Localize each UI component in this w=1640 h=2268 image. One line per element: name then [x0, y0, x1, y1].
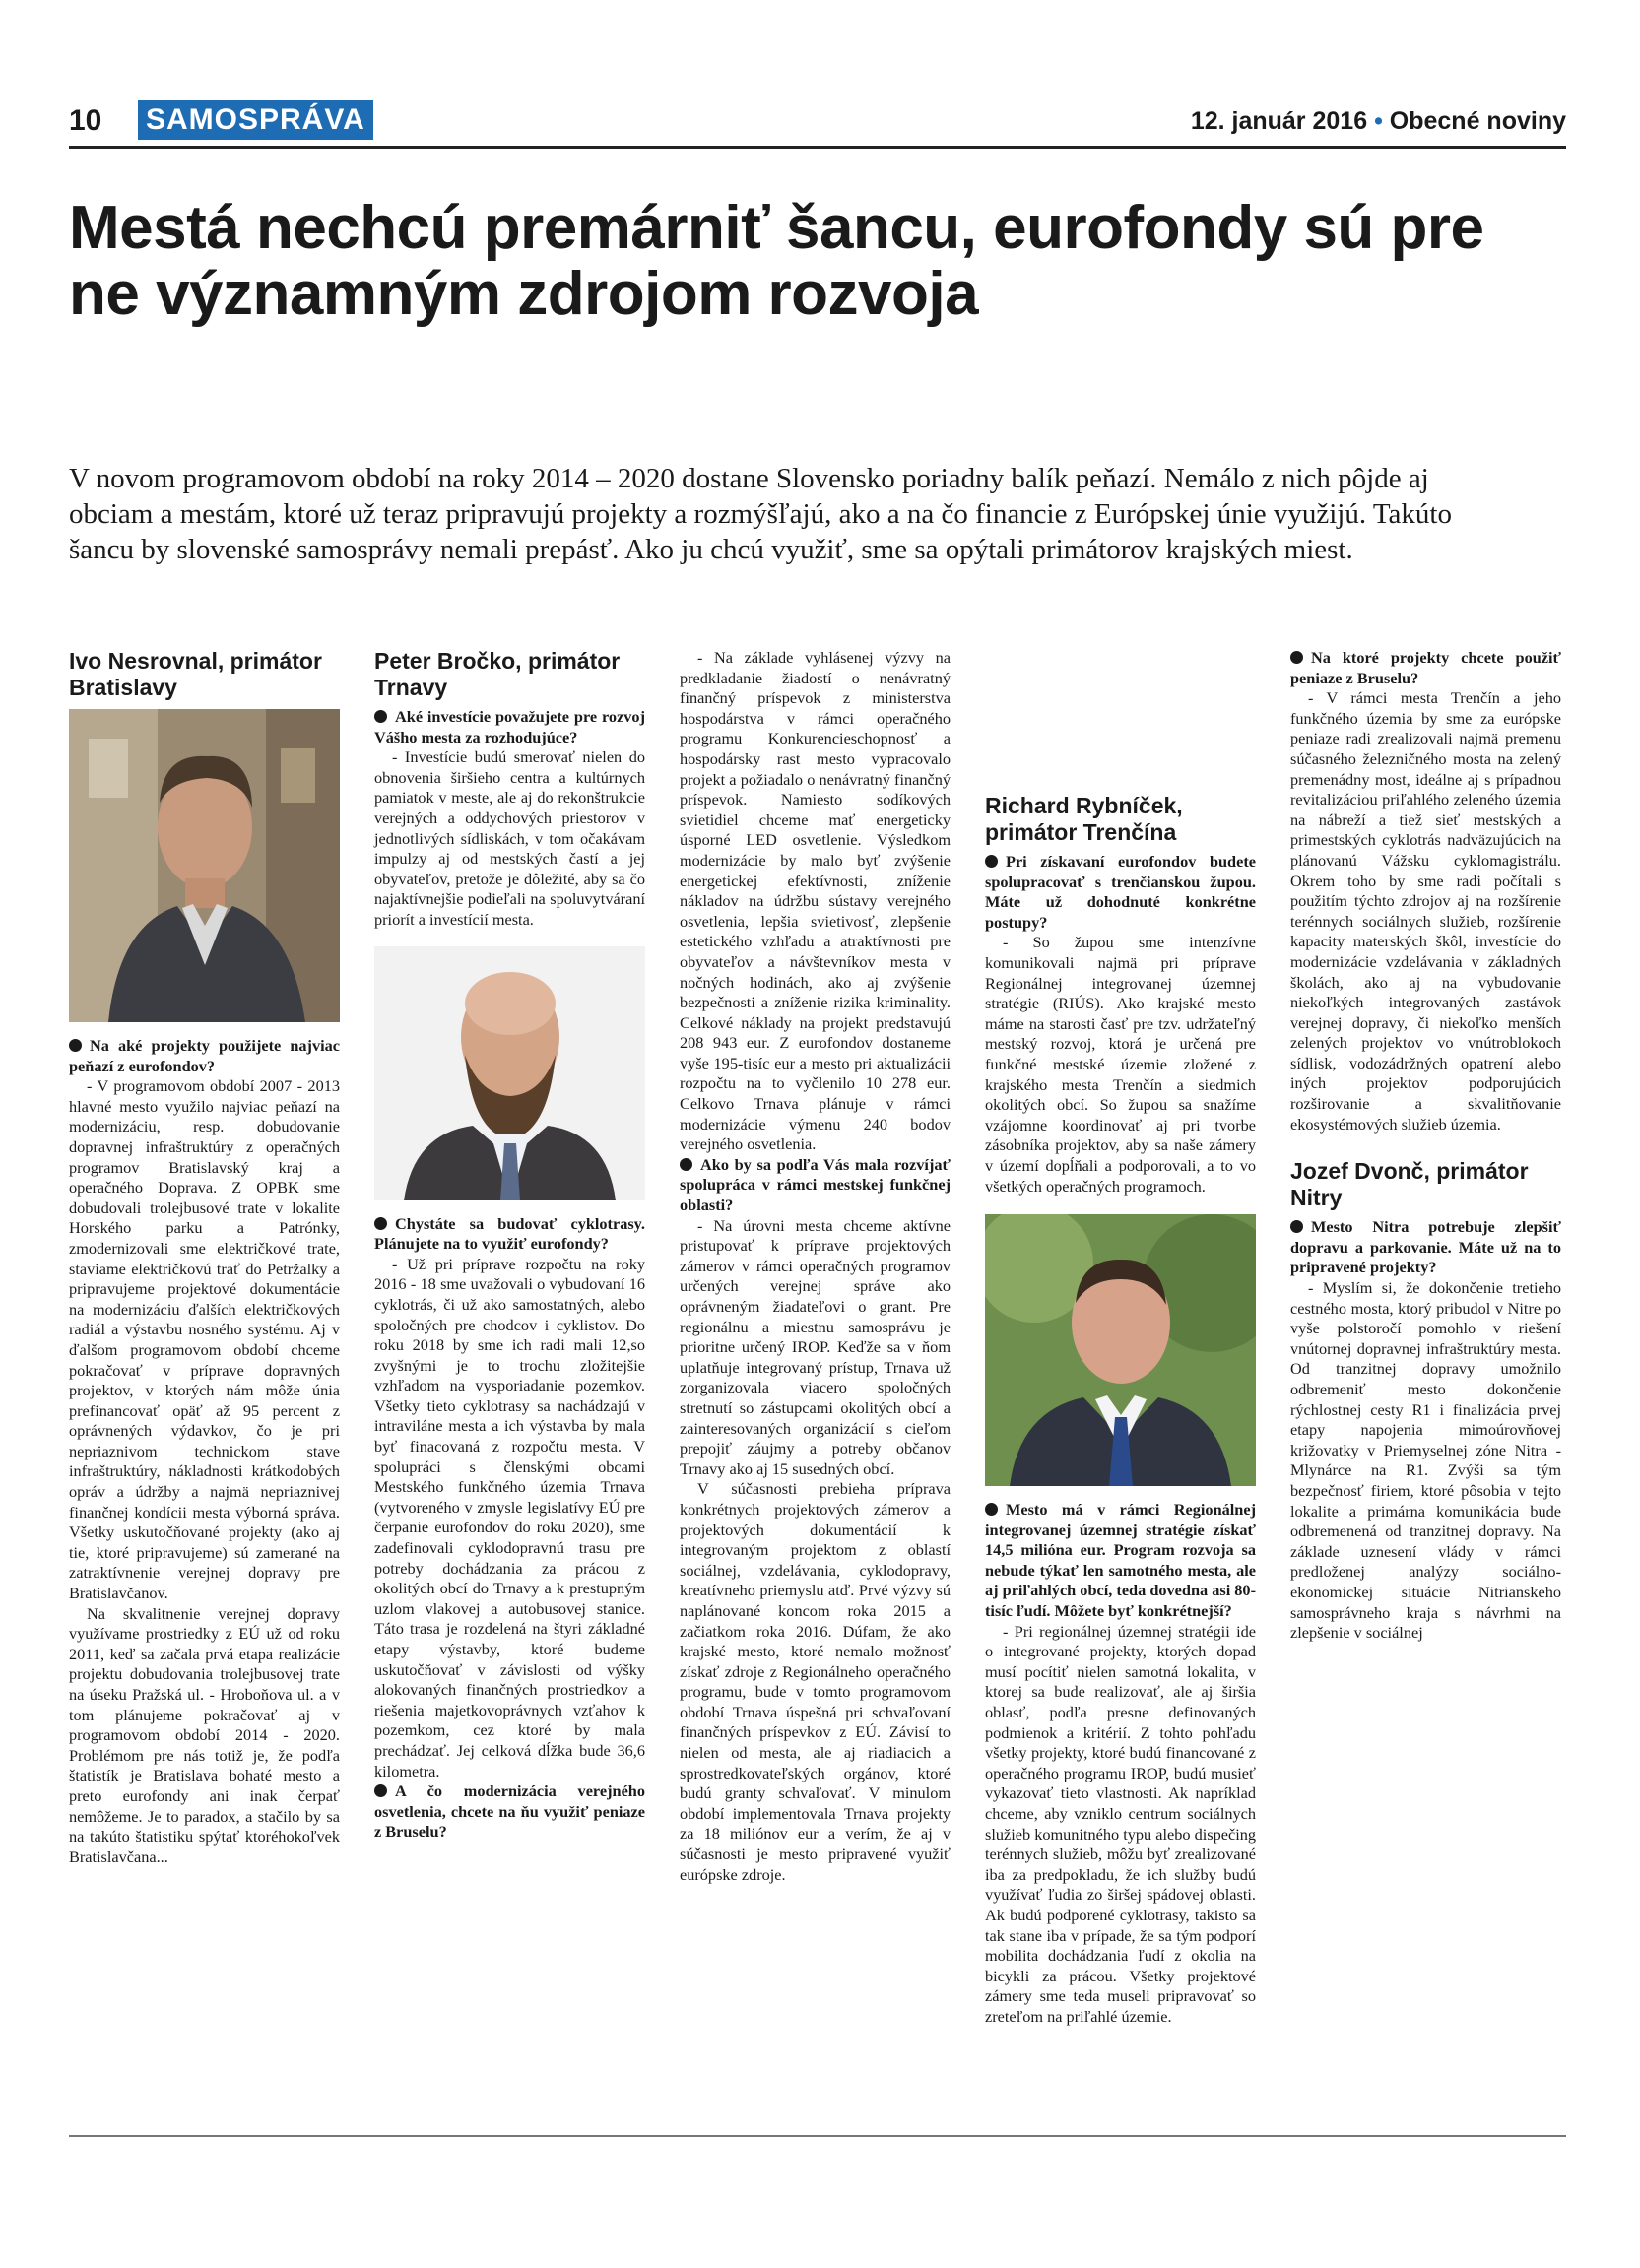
interviewee-name: Jozef Dvonč, primátor Nitry	[1290, 1158, 1529, 1211]
column-2	[374, 648, 645, 1843]
bullet-icon	[374, 710, 387, 723]
interviewee-name: Richard Rybníček, primátor Trenčína	[985, 793, 1183, 845]
answer: - Na úrovni mesta chceme aktívne pristupovať k príprave projektových zámerov v rámci operačných programov určených verejnej správe ako oprávneným žiadateľovi o grant. Pre regionálnu a miestnu samosprávu je prioritne určený IROP. Keďže sa v ňom uplatňuje integrovaný prístup, Trnava už zorganizovala viacero spoločných stretnutí so zástupcami okolitých obcí a zainteresovaných organizácií s cieľom prepojiť záujmy a potreby občanov Trnavy ako aj 15 susedných obcí.	[680, 1215, 951, 1478]
dateline	[1191, 107, 1566, 136]
bullet-icon	[985, 1503, 998, 1516]
page-number: 10	[69, 104, 102, 137]
column-1	[69, 648, 340, 1867]
answer: - V rámci mesta Trenčín a jeho funkčného územia by sme za európske peniaze radi zrealizovali najmä premenu súčasného železničného mosta na zelený premenádny most, ideálne aj s prípadnou revitalizáciou priľahlého zeleného územia na nábreží a tiež sieť mestských a primestských cyklotrás nadväzujúcich na plánovanú Vážsku cyklomagistrálu. Okrem toho by sme radi počítali s použitím týchto zdrojov aj na rozšírenie terénnych sociálnych služieb, rozšírenie kapacity materských škôl, investície do modernizácie vzdelávania v základných školách, ako aj na vybudovanie niekoľkých integrovaných zastávok verejnej dopravy, či niekoľko menších zelených projektov vo vnútroblokoch sídlisk, vodozádržných opatrení alebo iných projektov podporujúcich rozširovanie a skvalitňovanie ekosystémových služieb územia.	[1290, 688, 1561, 1134]
column-5	[1290, 648, 1561, 1644]
answer: - So župou sme intenzívne komunikovali najmä pri príprave Regionálnej integrovanej územnej stratégie (RIÚS). Ako krajské mesto máme na starosti časť pre tzv. udržateľný mestský rozvoj, ktorá je určená pre funkčné mestské územie zložené z krajského mesta Trenčín a siedmich okolitých obcí. So župou sa snažíme vzájomne koordinovať aj pri tvorbe zásobníka projektov, aby sa naše zámery v území dopĺňali a podporovali, a to vo všetkých operačných programoch.	[985, 933, 1256, 1196]
answer: - Na základe vyhlásenej výzvy na predkladanie žiadostí o nenávratný finančný príspevok z ministerstva hospodárstva v rámci operačného programu Konkurencieschopnosť a hospodársky rast mesto vypracovalo projekt a požiadalo o nenávratný finančný príspevok. Namiesto sodíkových svietidiel chceme mať energeticky úsporné LED osvetlenie. Výsledkom modernizácie by malo byť zvýšenie energetickej efektívnosti, zníženie nákladov na údržbu sústavy verejného osvetlenia, lepšia svietivosť, zlepšenie estetického vzhľadu a atraktívnosti pre obyvateľov a návštevníkov mesta v nočných hodinách, ako aj zvýšenie bezpečnosti a zníženie rizika kriminality. Celkové náklady na projekt predstavujú 208 943 eur. Z eurofondov dostaneme vyše 195-tisíc eur a mesto pri aktualizácii rozpočtu na to vyčlenilo 10 278 eur. Celkovo Trnava plánuje v rámci modernizácie výmenu 240 bodov verejného osvetlenia.	[680, 648, 951, 1154]
question: Mesto má v rámci Regionálnej integrovanej územnej stratégie získať 14,5 milióna eur. Program rozvoja sa nebude týkať len samotného mesta, ale aj priľahlých obcí, teda dovedna asi 80-tisíc ľudí. Môžete byť konkrétnejší?	[985, 1500, 1256, 1621]
question: Ako by sa podľa Vás mala rozvíjať spolupráca v rámci mestskej funkčnej oblasti?	[680, 1154, 951, 1215]
headline: Mestá nechcú premárniť šancu, eurofondy sú pre ne významným zdrojom rozvoja	[69, 194, 1484, 328]
page-header	[69, 102, 1566, 142]
section-label: SAMOSPRÁVA	[140, 102, 371, 138]
question: Aké investície považujete pre rozvoj Vášho mesta za rozhodujúce?	[374, 707, 645, 746]
bullet-icon	[374, 1217, 387, 1230]
footer-rule	[69, 2135, 1566, 2137]
answer: Na skvalitnenie verejnej dopravy využívame prostriedky z EÚ už od roku 2011, keď sa začala prvá etapa realizácie projektu dobudovania trolejbusovej trate na úseku Pražská ul. - Hroboňova ul. a v tom plánujeme pokračovať aj v programovom období 2014 - 2020. Problémom pre nás totiž je, že podľa štatistík je Bratislava bohaté mesto a preto eurofondy ani inak čerpať nemôžeme. Je to paradox, a stačilo by sa na takúto štatistiku spýtať ktoréhokoľvek Bratislavčana...	[69, 1603, 340, 1866]
photo-rybnicek	[985, 1214, 1256, 1486]
question: Mesto Nitra potrebuje zlepšiť dopravu a parkovanie. Máte už na to pripravené projekty?	[1290, 1217, 1561, 1277]
bullet-icon	[1290, 651, 1303, 664]
answer: - V programovom období 2007 - 2013 hlavné mesto využilo najviac peňazí na modernizáciu, resp. dobudovanie dopravnej infraštruktúry z operačných programov Bratislavský kraj a operačného Doprava. Z OPBK sme dobudovali trolejbusové trate v lokalite Horského parku a Patrónky, zmodernizovali sme električkové trate, staviame električkovú trať do Petržalky a pripravujeme projektové dokumentácie na modernizáciu ďalších električkových radiál a výstavbu nosného systému. Aj v ďalšom programovom období chceme pokračovať v príprave dopravných projektov, v ktorých nám môže únia prefinancovať opäť až 95 percent z oprávnených výdavkov, čo je pri nepriaznivom technickom stave infraštruktúry, nákladnosti krátkodobých opráv a údržby a najmä nepriaznivej finančnej kondícii mesta výborná správa. Všetky uskutočňované projekty (ako aj tie, ktoré pripravujeme) sú zamerané na zatraktívnenie verejnej dopravy pre Bratislavčanov.	[69, 1076, 340, 1603]
bullet-icon	[69, 1039, 82, 1052]
question: Pri získavaní eurofondov budete spolupracovať s trenčianskou župou. Máte už dohodnuté konkrétne postupy?	[985, 852, 1256, 932]
bullet-icon	[985, 855, 998, 868]
answer: - Pri regionálnej územnej stratégii ide o integrované projekty, ktorých dopad musí pocítiť nielen samotná lokalita, v ktorej sa bude realizovať, ale aj širšia oblasť, podľa presne definovaných podmienok a kritérií. Z tohto pohľadu všetky projekty, ktoré budú financované z operačného programu IROP, budú musieť vykazovať tieto vlastnosti. Ak napríklad chceme, aby vzniklo centrum sociálnych služieb komunitného typu alebo dispečing terénnych služieb, môžu byť zrealizované iba za predpokladu, že ich služby budú využívať ľudia zo širšej spádovej oblasti. Ak budú podporené cyklotrasy, takisto sa tak stane iba v prípade, že sa tým podporí mobilita dochádzania ľudí z okolia na bicykli za prácou. Všetky projektové zámery sme teda museli pripravovať so zreteľom na priľahlé územie.	[985, 1621, 1256, 2026]
photo-nesrovnal	[69, 709, 340, 1022]
question: Na aké projekty použijete najviac peňazí z eurofondov?	[69, 1036, 340, 1075]
bullet-icon	[374, 1784, 387, 1797]
answer: - Investície budú smerovať nielen do obnovenia širšieho centra a kultúrnych pamiatok v meste, ale aj do rekonštrukcie verejných a oddychových priestorov v jednotlivých sídliskách, v tom očakávam impulzy aj od mestských častí a jej obyvateľov, pretože je dôležité, aby sa čo najaktívnejšie podieľali na spoluvytváraní priorít a investícií mesta.	[374, 747, 645, 929]
publication-name: Obecné noviny	[1389, 107, 1566, 135]
question: Chystáte sa budovať cyklotrasy. Plánujete na to využiť eurofondy?	[374, 1213, 645, 1254]
bullet-icon	[1290, 1220, 1303, 1233]
column-4	[985, 793, 1256, 2028]
column-3	[680, 648, 951, 1885]
answer: - Myslím si, že dokončenie tretieho cestného mosta, ktorý pribudol v Nitre po vyše polstoročí pomohlo v riešení vnútornej dopravnej infraštruktúry mesta. Od tranzitnej dopravy umožnilo odbremeniť mesto dokončenie rýchlostnej cesty R1 i finalizácia prvej etapy napojenia mimoúrovňovej križovatky v Priemyselnej zóne Nitra - Mlynárce na R1. Zvýši sa tým bezpečnosť firiem, ktoré pôsobia v tejto lokalite a primárna komunikácia bude odbremenená od tranzitnej dopravy. Na základe uznesení vlády v rámci predloženej analýzy sociálno-ekonomickej situácie Nitrianskeho samosprávneho kraja s návrhmi na zlepšenie v sociálnej	[1290, 1278, 1561, 1643]
bullet-icon	[680, 1158, 692, 1171]
interviewee-name: Ivo Nesrovnal, primátor Bratislavy	[69, 648, 322, 700]
answer: V súčasnosti prebieha príprava konkrétnych projektových zámerov a projektových dokumentácií k integrovaným projektom z oblastí sociálnej, vzdelávania, cyklodopravy, kreatívneho priemyslu atď. Prvé výzvy sú naplánované koncom roka 2015 a začiatkom roka 2016. Dúfam, že ako krajské mesto, ktoré nemalo možnosť získať zdroje z Regionálneho operačného programu, bude v tomto programovom období Trnava úspešná pri schvaľovaní finančných príspevkov z EÚ. Závisí to nielen od mesta, ale aj riadiacich a sprostredkovateľských orgánov, ktoré budú granty schvaľovať. V minulom období implementovala Trnava projekty za 18 miliónov eur a verím, že aj v súčasnosti je mesto pripravené využiť európske zdroje.	[680, 1479, 951, 1884]
header-rule	[69, 146, 1566, 149]
question: A čo modernizácia verejného osvetlenia, chcete na ňu využiť peniaze z Bruselu?	[374, 1782, 645, 1842]
photo-brocko	[374, 946, 645, 1200]
answer: - Už pri príprave rozpočtu na roky 2016 - 18 sme uvažovali o vybudovaní 16 cyklotrás, či už ako samostatných, alebo spoločných pre chodcov i cyklistov. Do roku 2018 by sme ich radi mali 12,so zvyšnými je to trochu zložitejšie vzhľadom na vysporiadanie pozemkov. Všetky tieto cyklotrasy sa nachádzajú v intraviláne mesta a ich výstavba by mala byť finacovaná z rozpočtu mesta. V spolupráci s členskými obcami Mestského funkčného územia Trnava (vytvoreného v zmysle legislatívy EÚ pre čerpanie eurofondov do roku 2020), sme zadefinovali cyklodopravnú trasu pre potreby dochádzania za prácou z okolitých obcí do Trnavy a k prestupným uzlom vlakovej a autobusovej stanice. Táto trasa je rozdelená na štyri základné etapy výstavby, ktoré budeme uskutočňovať v závislosti od výšky alokovaných finančných prostriedkov a riešenia majetkovoprávnych vzťahov k pozemkom, cez ktoré by mala prechádzať. Jej celková dĺžka bude 36,6 kilometra.	[374, 1254, 645, 1781]
interviewee-name: Peter Bročko, primátor Trnavy	[374, 648, 621, 700]
issue-date: 12. január 2016	[1190, 107, 1368, 135]
separator-dot: •	[1374, 107, 1383, 135]
lead-paragraph: V novom programovom období na roky 2014 – 2020 dostane Slovensko poriadny balík peňazí. Nemálo z nich pôjde aj obciam a mestám, ktoré už teraz pripravujú projekty a rozmýšľajú, ako a na čo financie z Európskej únie využijú. Takúto šancu by slovenské samosprávy nemali prepásť. Ako ju chcú využiť, sme sa opýtali primátorov krajských miest.	[69, 463, 1452, 565]
question: Na ktoré projekty chcete použiť peniaze z Bruselu?	[1290, 648, 1561, 687]
